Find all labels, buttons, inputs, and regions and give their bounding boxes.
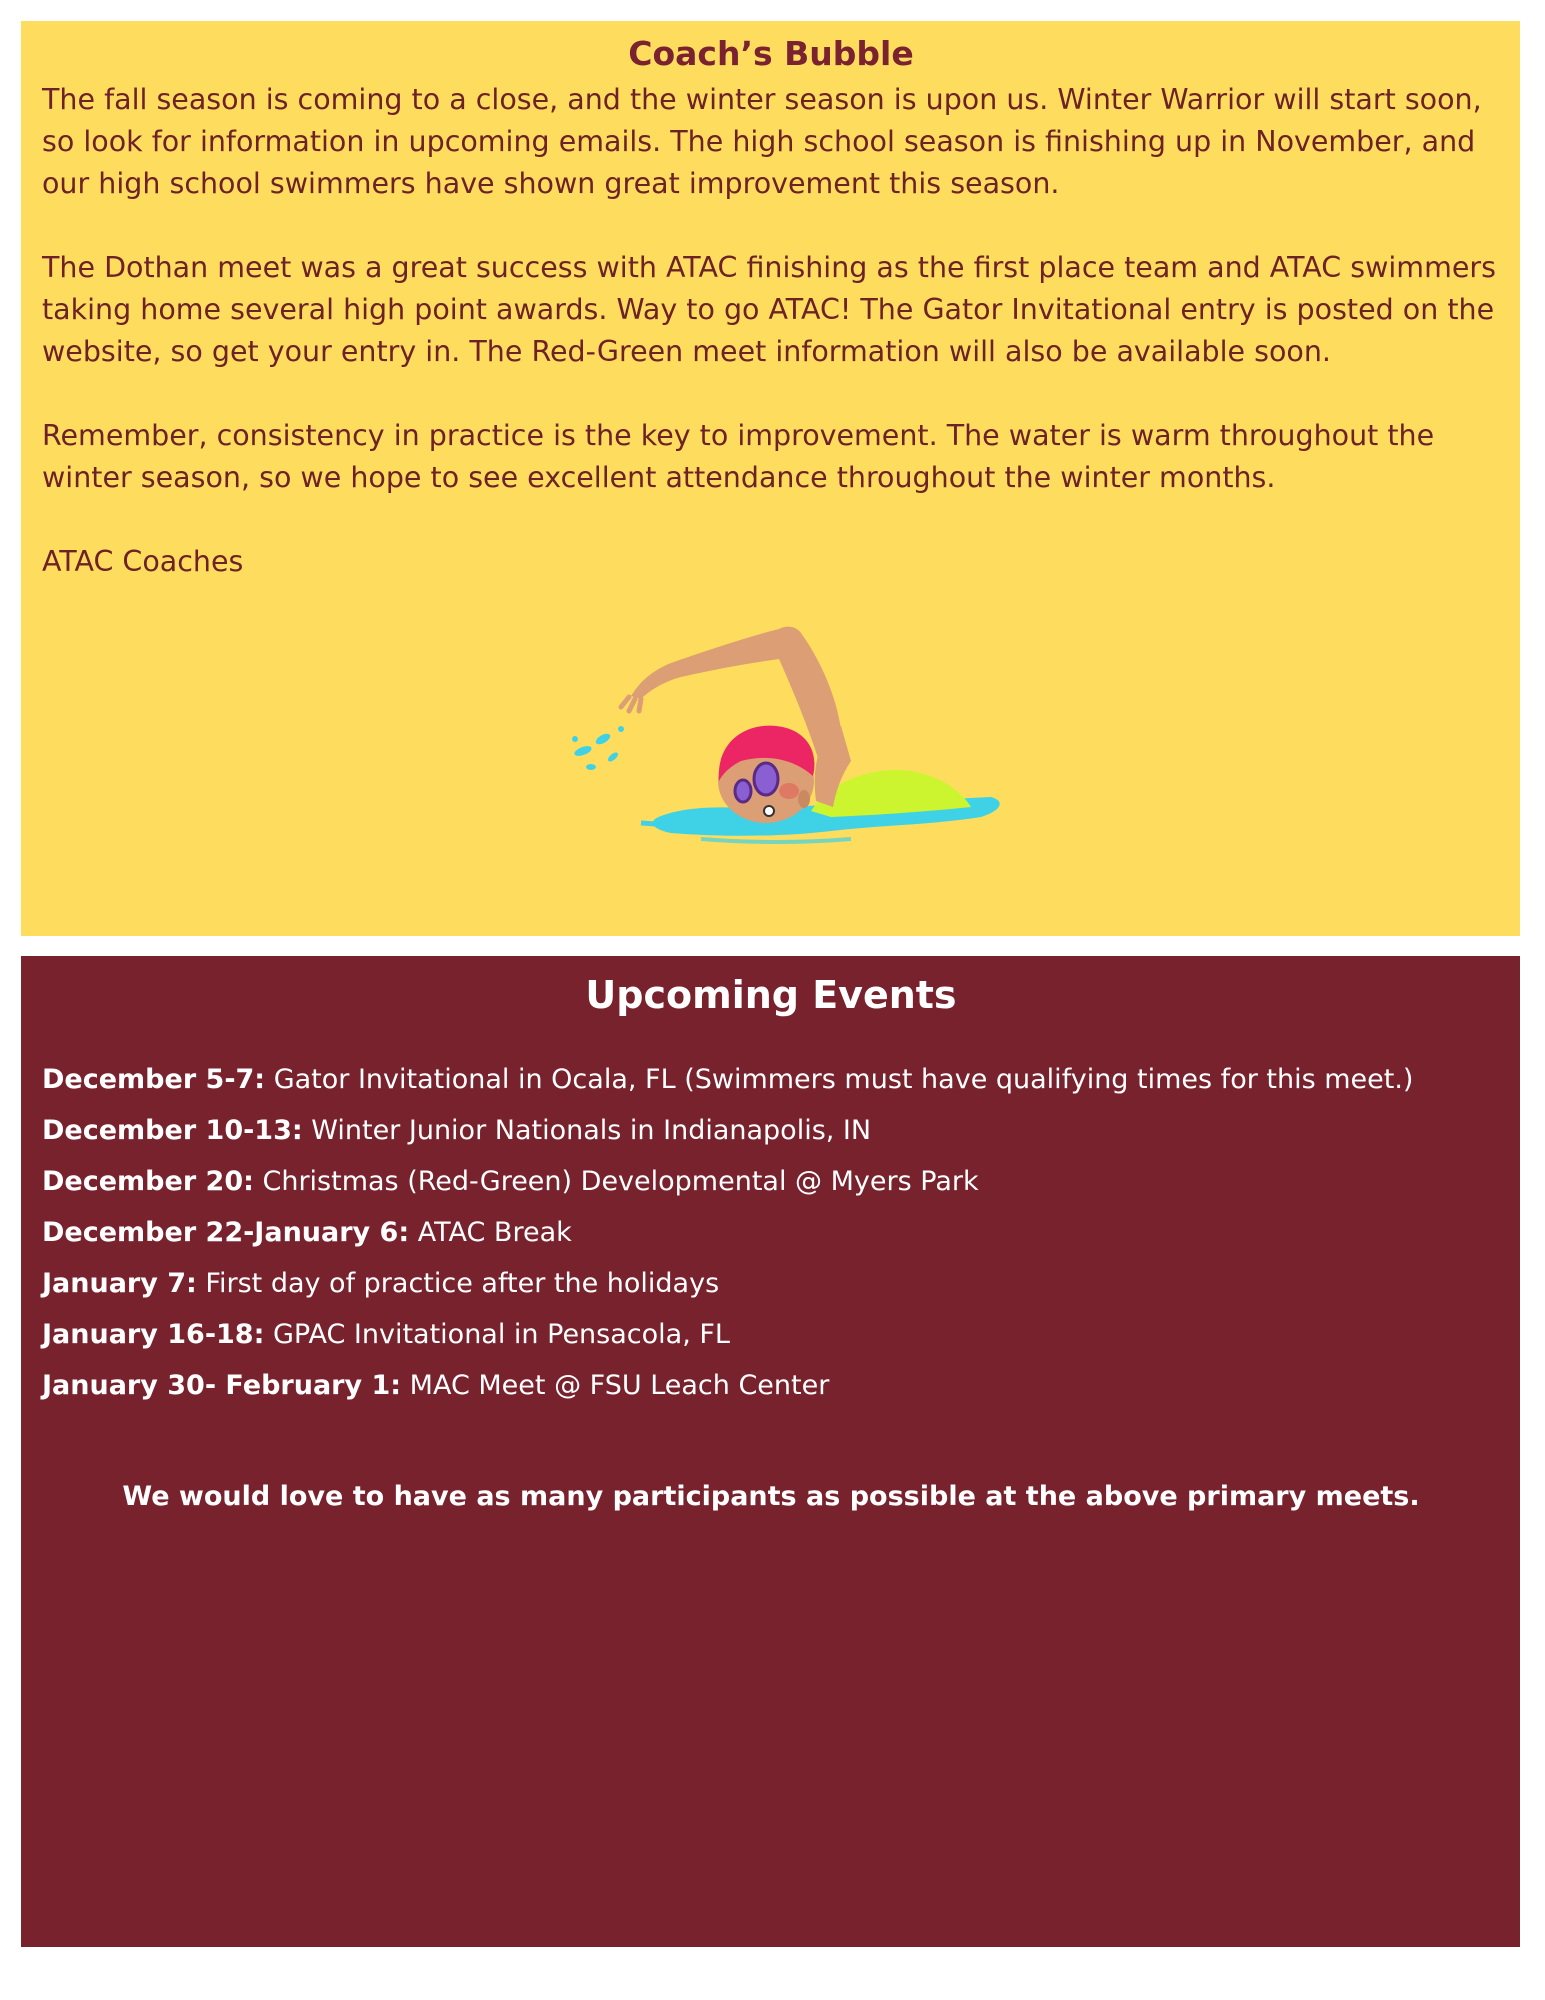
event-date: January 30- February 1: <box>42 1370 402 1401</box>
event-row <box>42 1258 1500 1309</box>
coach-paragraph-1: The fall season is coming to a close, and the winter season is upon us. Winter Warrior will start soon, so look for information in upcoming emails. The high school season is finishing up in November, and our high school swimmers have shown great improvement this season. <box>42 83 1482 200</box>
coach-paragraph-3: Remember, consistency in practice is the key to improvement. The water is warm throughout the winter season, so we hope to see excellent attendance throughout the winter months. <box>42 419 1435 494</box>
event-text: Christmas (Red-Green) Developmental @ Myers Park <box>253 1166 979 1197</box>
event-row <box>42 1309 1500 1360</box>
event-date: January 7: <box>42 1268 197 1299</box>
event-row <box>42 1360 1500 1411</box>
coach-paragraph-2: The Dothan meet was a great success with ATAC finishing as the first place team and ATAC swimmers taking home several high point awards. Way to go ATAC! The Gator Invitational entry is posted on the website, so get your entry in. The Red-Green meet information will also be available soon. <box>42 251 1496 368</box>
swimmer-illustration <box>551 611 1031 891</box>
coach-bubble-panel <box>21 21 1520 936</box>
event-row <box>42 1156 1500 1207</box>
event-date: December 22-January 6: <box>42 1217 410 1248</box>
event-row <box>42 1207 1500 1258</box>
event-text: ATAC Break <box>409 1217 572 1248</box>
event-date: December 5-7: <box>42 1064 266 1095</box>
event-text: MAC Meet @ FSU Leach Center <box>401 1370 830 1401</box>
event-row <box>42 1105 1500 1156</box>
upcoming-events-title: Upcoming Events <box>585 973 957 1017</box>
event-text: Gator Invitational in Ocala, FL (Swimmers must have qualifying times for this meet.) <box>265 1064 1414 1095</box>
event-text: GPAC Invitational in Pensacola, FL <box>264 1319 730 1350</box>
event-date: January 16-18: <box>42 1319 265 1350</box>
coach-signature: ATAC Coaches <box>42 545 244 578</box>
event-date: December 20: <box>42 1166 254 1197</box>
event-date: December 10-13: <box>42 1115 303 1146</box>
upcoming-events-panel <box>21 956 1520 1947</box>
events-note: We would love to have as many participants as possible at the above primary meets. <box>122 1481 1420 1512</box>
event-text: Winter Junior Nationals in Indianapolis, IN <box>302 1115 872 1146</box>
event-row <box>42 1054 1500 1105</box>
coach-bubble-title: Coach’s Bubble <box>628 34 914 73</box>
event-text: First day of practice after the holidays <box>196 1268 720 1299</box>
